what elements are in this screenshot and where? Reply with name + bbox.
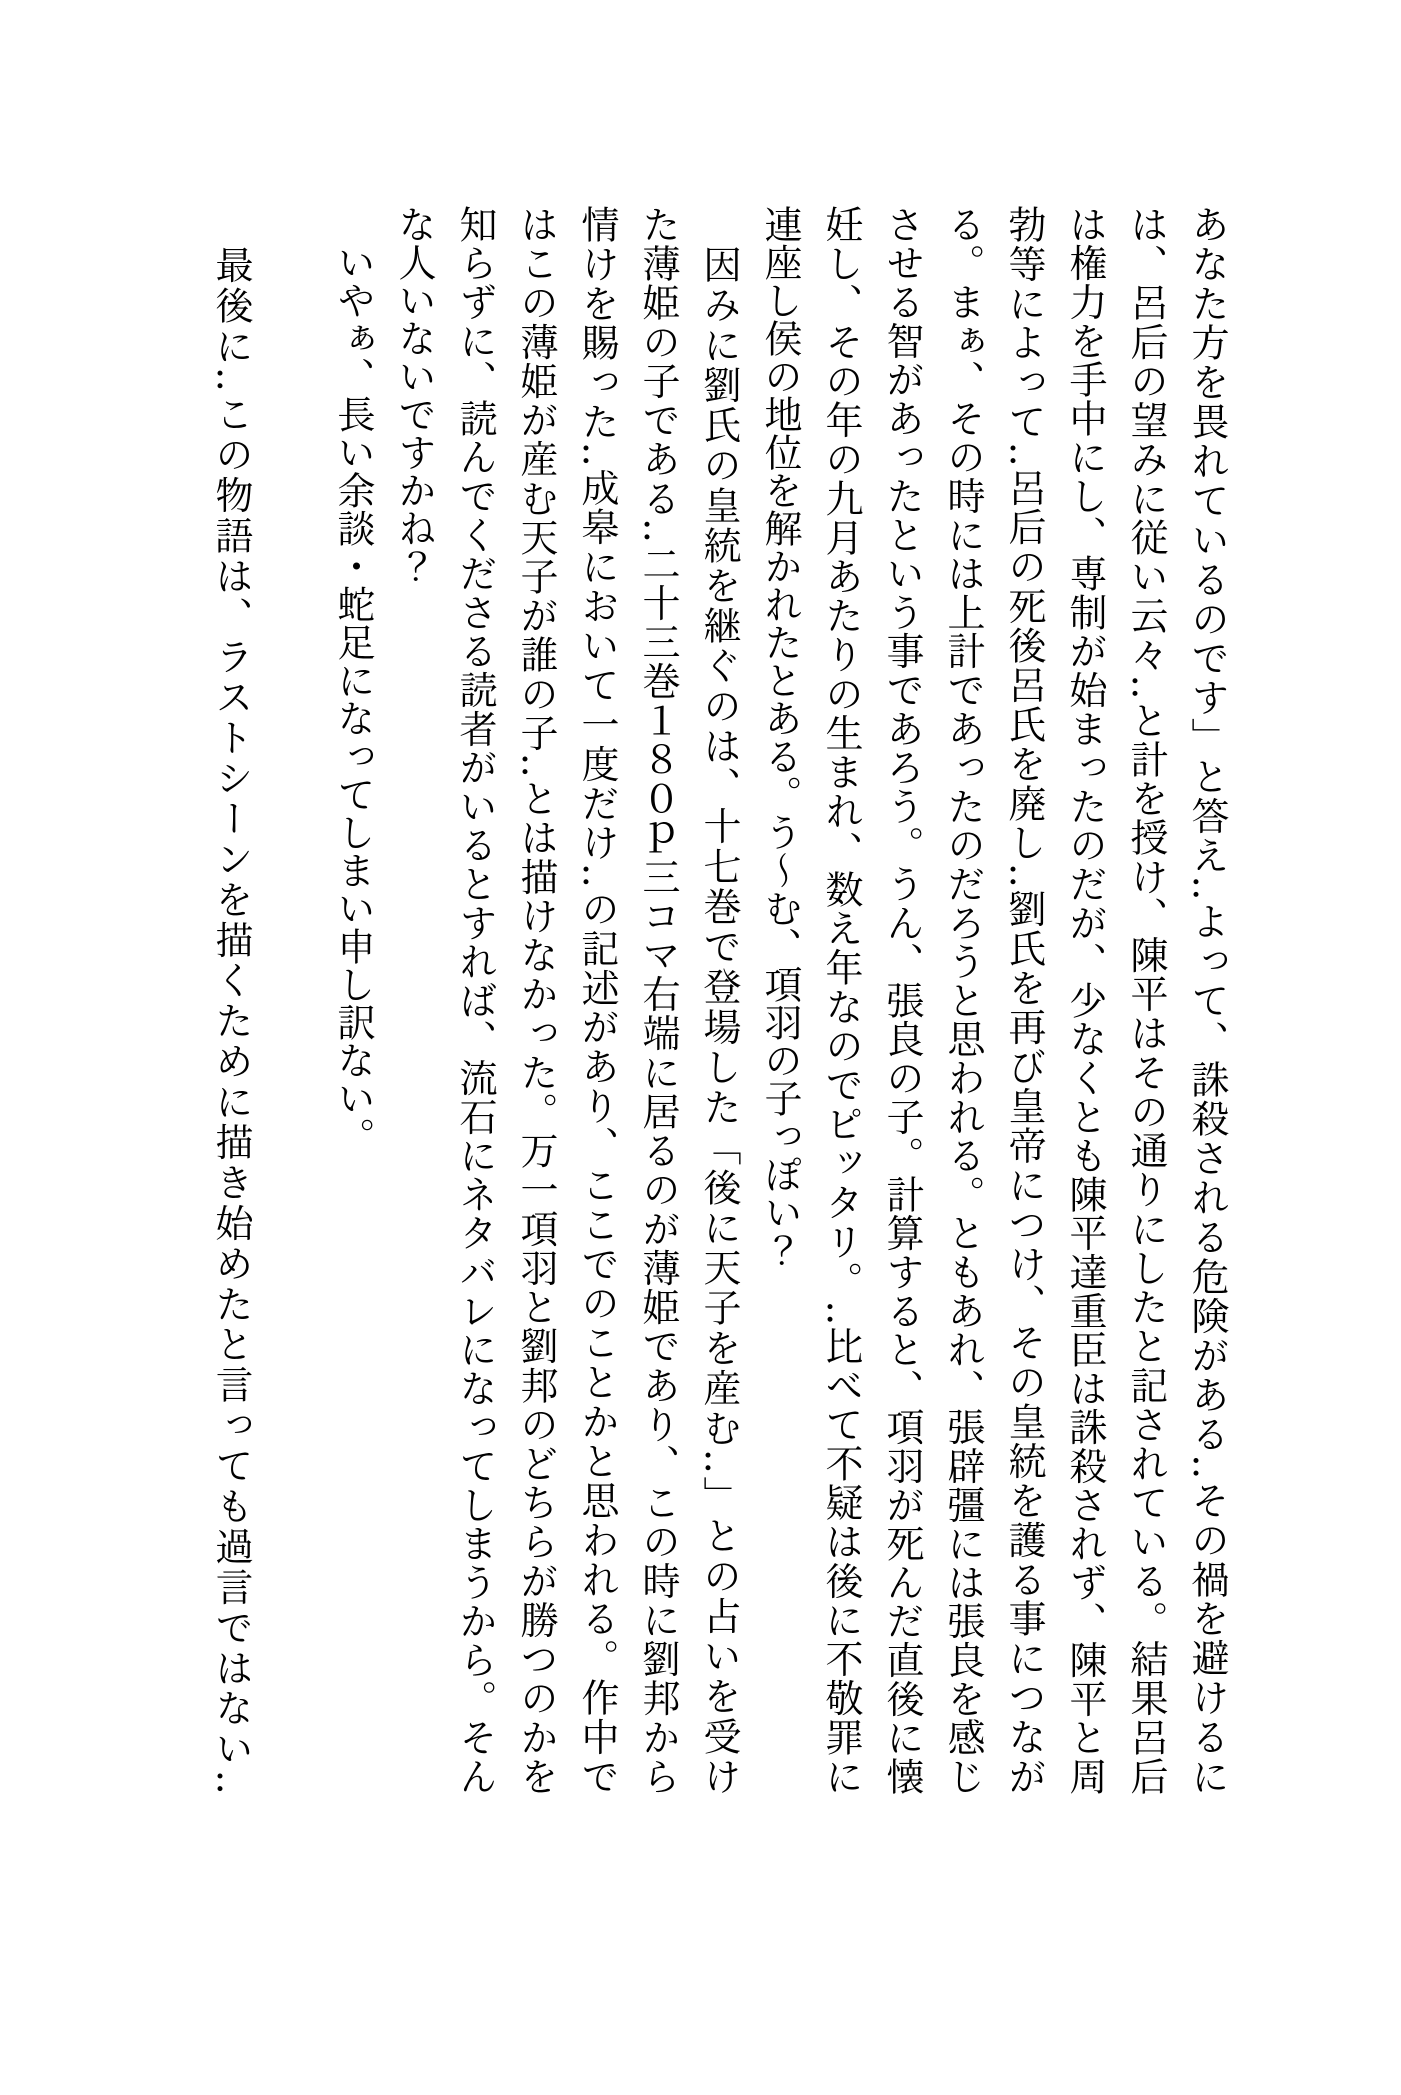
text-line: 情けを賜った‥成皋において一度だけ‥の記述があり、ここでのことかと思われる。作中で [575,205,617,1795]
paragraph [382,205,748,1795]
text-line: 勃等によって‥呂后の死後呂氏を廃し‥劉氏を再び皇帝につけ、その皇統を護る事につなが [1002,205,1044,1795]
text-line: は、呂后の望みに従い云々‥と計を授け、陳平はその通りにしたと記されている。結果呂后 [1124,205,1166,1795]
text-line: あなた方を畏れているのです」と答え‥よって、誅殺される危険がある‥その禍を避けるに [1185,205,1227,1795]
text-line: は権力を手中にし、専制が始まったのだが、少なくとも陳平達重臣は誅殺されず、陳平と周 [1063,205,1105,1795]
paragraph [199,205,260,1795]
paragraph [321,205,382,1795]
text-line: 最後に‥この物語は、ラストシーンを描くために描き始めたと言っても過言ではない‥ [209,205,251,1795]
essay-text [199,205,1236,1795]
text-line: いやぁ、長い余談・蛇足になってしまい申し訳ない。 [331,205,373,1155]
text-line: た薄姫の子である‥二十三巻１８０ｐ三コマ右端に居るのが薄姫であり、この時に劉邦から [636,205,678,1795]
text-line: な人いないですかね？ [392,205,434,585]
paragraph [748,205,1236,1795]
text-line: 妊し、その年の九月あたりの生まれ、数え年なのでピッタリ。‥比べて不疑は後に不敬罪に [819,205,861,1795]
text-line: させる智があったという事であろう。うん、張良の子。計算すると、項羽が死んだ直後に懐 [880,205,922,1795]
text-line: る。まぁ、その時には上計であったのだろうと思われる。ともあれ、張辟彊には張良を感じ [941,205,983,1795]
text-line: はこの薄姫が産む天子が誰の子‥とは描けなかった。万一項羽と劉邦のどちらが勝つのかを [514,205,556,1795]
text-line: 連座し侯の地位を解かれたとある。う〜む、項羽の子っぽい？ [758,205,800,1269]
text-line: 知らずに、読んでくださる読者がいるとすれば、流石にネタバレになってしまうから。そん [453,205,495,1795]
text-line: 因みに劉氏の皇統を継ぐのは、十七巻で登場した「後に天子を産む‥」との占いを受け [697,205,739,1795]
